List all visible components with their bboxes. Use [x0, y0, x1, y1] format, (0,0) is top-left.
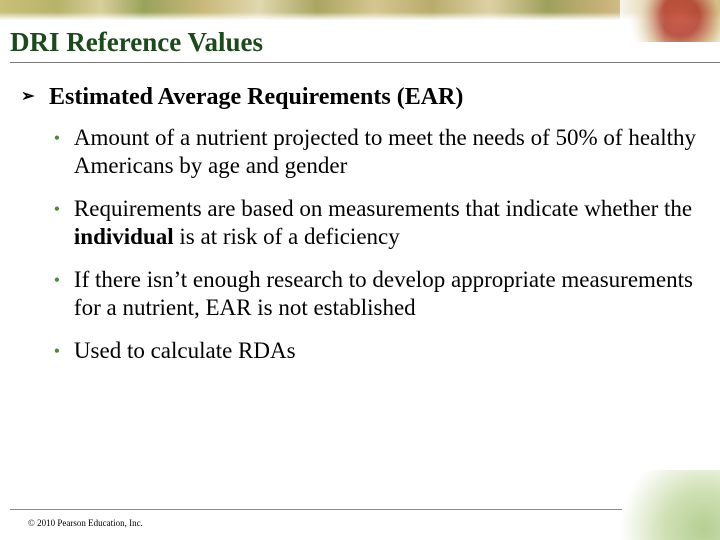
decorative-corner-photo [610, 470, 720, 540]
dot-bullet-icon: • [53, 128, 61, 148]
sub-bullet [51, 124, 698, 180]
sub-bullet-text-part: Requirements are based on measurements that indicate whether the [73, 196, 693, 221]
main-bullet [18, 82, 698, 112]
dot-bullet-icon: • [53, 270, 61, 290]
arrow-bullet-icon: ➢ [21, 88, 35, 105]
sub-bullet [51, 266, 698, 322]
sub-bullet-text [74, 195, 698, 251]
slide-title: DRI Reference Values [10, 27, 263, 57]
dot-bullet-icon: • [53, 341, 61, 361]
dot-bullet-icon: • [53, 199, 61, 219]
main-bullet-text: Estimated Average Requirements (EAR) [49, 84, 464, 110]
decorative-food-banner [0, 0, 720, 20]
emphasized-word: individual [73, 224, 174, 249]
sub-bullet-text-part: is at risk of a deficiency [173, 224, 400, 249]
slide-content [18, 82, 698, 380]
copyright-text: © 2010 Pearson Education, Inc. [28, 518, 143, 528]
title-area [10, 26, 700, 58]
sub-bullet-text: If there isn’t enough research to develop appropriate measurements for a nutrient, EAR is not established [73, 267, 693, 320]
sub-bullet [51, 195, 698, 251]
sub-bullet [51, 337, 698, 365]
sub-bullet-list [18, 124, 698, 365]
sub-bullet-text: Amount of a nutrient projected to meet the needs of 50% of healthy Americans by age and gender [73, 125, 697, 178]
footer-divider [10, 509, 622, 510]
title-divider [10, 62, 720, 63]
sub-bullet-text: Used to calculate RDAs [73, 338, 296, 363]
